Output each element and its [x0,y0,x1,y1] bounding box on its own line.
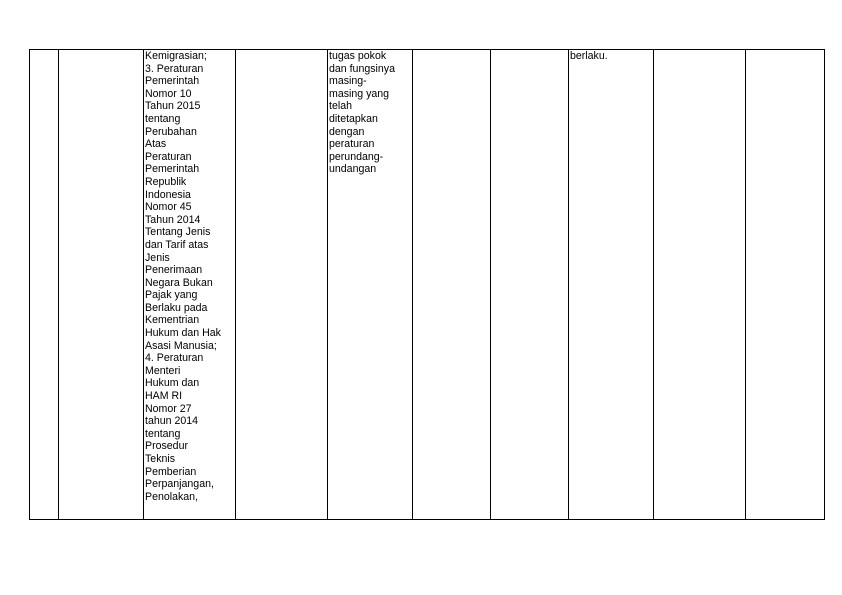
table-cell-col4 [236,50,328,520]
table-row [30,50,825,520]
table-cell-status [569,50,654,520]
document-table [29,49,825,520]
table-cell-col10 [746,50,825,520]
table-cell-col9 [654,50,746,520]
table-cell-col6 [413,50,491,520]
legal-basis-text: Kemigrasian; 3. Peraturan Pemerintah Nomor 10 Tahun 2015 tentang Perubahan Atas Peraturan Pemerintah Republik Indonesia Nomor 45 Tahun 2014 Tentang Jenis dan Tarif atas Jenis Penerimaan Negara Bukan Pajak yang Berlaku pada Kementrian Hukum dan Hak Asasi Manusia; 4. Peraturan Menteri Hukum dan HAM RI Nomor 27 tahun 2014 tentang Prosedur Teknis Pemberian Perpanjangan, Penolakan, [145,50,221,503]
duties-text: tugas pokok dan fungsinya masing- masing yang telah ditetapkan dengan peraturan perundang- undangan [329,50,395,176]
table-cell-col2 [59,50,144,520]
table-cell-legal-basis [144,50,236,520]
table-cell-duties [328,50,413,520]
status-text: berlaku. [570,50,608,62]
table-cell-col7 [491,50,569,520]
table-cell-col1 [30,50,59,520]
